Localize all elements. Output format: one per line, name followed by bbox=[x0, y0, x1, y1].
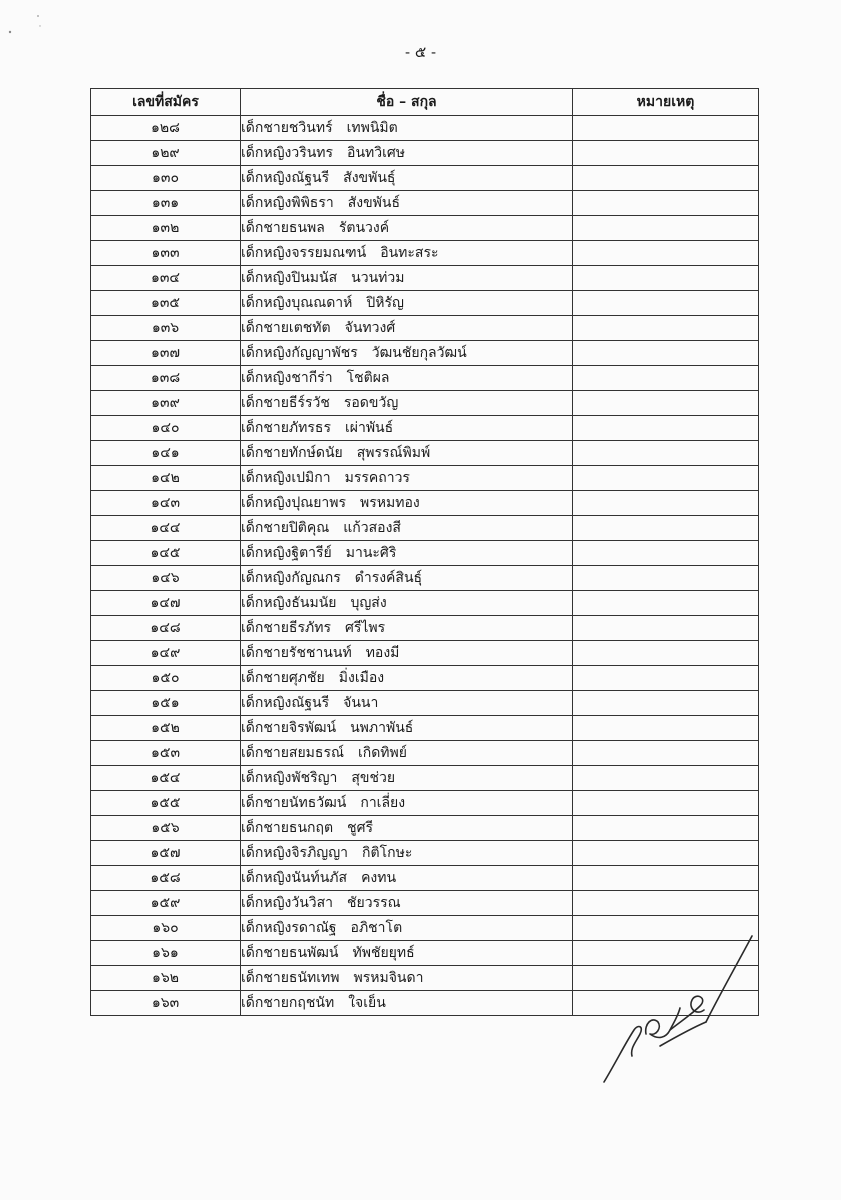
first-name: เด็กหญิงกัญญาพัชร bbox=[241, 345, 358, 361]
full-name-cell bbox=[241, 866, 573, 891]
remarks-cell bbox=[573, 716, 759, 741]
last-name: จันนา bbox=[343, 695, 379, 711]
application-number-cell: ๑๓๒ bbox=[91, 216, 241, 241]
first-name: เด็กชายสยมธรณ์ bbox=[241, 745, 344, 761]
table-row bbox=[91, 816, 759, 841]
first-name: เด็กหญิงณัฐนรี bbox=[241, 170, 330, 186]
full-name-cell bbox=[241, 716, 573, 741]
table-row bbox=[91, 541, 759, 566]
application-number-cell: ๑๓๘ bbox=[91, 366, 241, 391]
last-name: วัฒนชัยกุลวัฒน์ bbox=[371, 345, 467, 361]
first-name: เด็กชายธนกฤต bbox=[241, 820, 334, 836]
application-number-cell: ๑๕๘ bbox=[91, 866, 241, 891]
signature bbox=[600, 930, 760, 1090]
first-name: เด็กหญิงบุณณดาห์ bbox=[241, 295, 353, 311]
last-name: เทพนิมิต bbox=[346, 120, 398, 136]
last-name: รอดขวัญ bbox=[343, 395, 399, 411]
full-name-cell bbox=[241, 641, 573, 666]
last-name: มานะศิริ bbox=[345, 545, 397, 561]
table-row bbox=[91, 516, 759, 541]
application-number-cell: ๑๔๔ bbox=[91, 516, 241, 541]
remarks-cell bbox=[573, 641, 759, 666]
application-number-cell: ๑๓๐ bbox=[91, 166, 241, 191]
first-name: เด็กหญิงปินมนัส bbox=[241, 270, 338, 286]
remarks-cell bbox=[573, 266, 759, 291]
full-name-cell bbox=[241, 166, 573, 191]
table-row bbox=[91, 766, 759, 791]
application-number-cell: ๑๓๙ bbox=[91, 391, 241, 416]
last-name: มิ่งเมือง bbox=[338, 670, 385, 686]
application-number-cell: ๑๔๙ bbox=[91, 641, 241, 666]
remarks-cell bbox=[573, 616, 759, 641]
last-name: ทองมี bbox=[365, 645, 400, 661]
application-number-cell: ๑๕๙ bbox=[91, 891, 241, 916]
full-name-cell bbox=[241, 216, 573, 241]
full-name-cell bbox=[241, 416, 573, 441]
last-name: จันทวงศ์ bbox=[344, 320, 396, 336]
remarks-cell bbox=[573, 841, 759, 866]
table-row bbox=[91, 316, 759, 341]
first-name: เด็กชายจิรพัฒน์ bbox=[241, 720, 337, 736]
last-name: ดำรงค์สินธุ์ bbox=[354, 570, 423, 586]
table-row bbox=[91, 866, 759, 891]
application-number-cell: ๑๕๑ bbox=[91, 691, 241, 716]
last-name: รัตนวงค์ bbox=[338, 220, 390, 236]
last-name: เผ่าพันธ์ bbox=[344, 420, 394, 436]
last-name: อภิชาโต bbox=[350, 920, 403, 936]
remarks-cell bbox=[573, 141, 759, 166]
application-number-cell: ๑๖๑ bbox=[91, 941, 241, 966]
remarks-cell bbox=[573, 591, 759, 616]
full-name-cell bbox=[241, 591, 573, 616]
full-name-cell bbox=[241, 466, 573, 491]
full-name-cell bbox=[241, 116, 573, 141]
first-name: เด็กหญิงจิรภิญญา bbox=[241, 845, 349, 861]
application-number-cell: ๑๕๔ bbox=[91, 766, 241, 791]
full-name-cell bbox=[241, 766, 573, 791]
table-row bbox=[91, 416, 759, 441]
table-row bbox=[91, 641, 759, 666]
application-number-cell: ๑๔๖ bbox=[91, 566, 241, 591]
last-name: กาเลี่ยง bbox=[360, 795, 406, 811]
application-number-cell: ๑๔๓ bbox=[91, 491, 241, 516]
last-name: แก้วสองสี bbox=[343, 520, 401, 536]
full-name-cell bbox=[241, 291, 573, 316]
remarks-cell bbox=[573, 741, 759, 766]
application-number-cell: ๑๓๕ bbox=[91, 291, 241, 316]
first-name: เด็กหญิงปุณยาพร bbox=[241, 495, 347, 511]
first-name: เด็กหญิงรดาณัฐ bbox=[241, 920, 337, 936]
table-row bbox=[91, 241, 759, 266]
remarks-cell bbox=[573, 216, 759, 241]
full-name-cell bbox=[241, 191, 573, 216]
first-name: เด็กชายรัชชานนท์ bbox=[241, 645, 352, 661]
last-name: นวนท่วม bbox=[351, 270, 405, 286]
remarks-cell bbox=[573, 766, 759, 791]
first-name: เด็กหญิงกัญณกร bbox=[241, 570, 341, 586]
first-name: เด็กหญิงเปมิกา bbox=[241, 470, 331, 486]
remarks-cell bbox=[573, 891, 759, 916]
full-name-cell bbox=[241, 791, 573, 816]
full-name-cell bbox=[241, 316, 573, 341]
last-name: ศรีไพร bbox=[344, 620, 386, 636]
application-number-cell: ๑๕๒ bbox=[91, 716, 241, 741]
application-number-cell: ๑๔๒ bbox=[91, 466, 241, 491]
full-name-cell bbox=[241, 916, 573, 941]
header-application-number: เลขที่สมัคร bbox=[91, 89, 241, 116]
full-name-cell bbox=[241, 266, 573, 291]
remarks-cell bbox=[573, 441, 759, 466]
remarks-cell bbox=[573, 391, 759, 416]
last-name: ชูศรี bbox=[347, 820, 374, 836]
full-name-cell bbox=[241, 941, 573, 966]
application-number-cell: ๑๓๓ bbox=[91, 241, 241, 266]
table-row bbox=[91, 491, 759, 516]
application-number-cell: ๑๕๓ bbox=[91, 741, 241, 766]
application-number-cell: ๑๓๑ bbox=[91, 191, 241, 216]
last-name: คงทน bbox=[361, 870, 397, 886]
remarks-cell bbox=[573, 316, 759, 341]
table-row bbox=[91, 841, 759, 866]
last-name: พรหมทอง bbox=[360, 495, 420, 511]
first-name: เด็กหญิงพัชริญา bbox=[241, 770, 338, 786]
applicant-table bbox=[90, 88, 759, 1016]
application-number-cell: ๑๕๐ bbox=[91, 666, 241, 691]
remarks-cell bbox=[573, 566, 759, 591]
full-name-cell bbox=[241, 541, 573, 566]
full-name-cell bbox=[241, 991, 573, 1016]
first-name: เด็กหญิงวรินทร bbox=[241, 145, 334, 161]
application-number-cell: ๑๒๘ bbox=[91, 116, 241, 141]
first-name: เด็กชายธีรภัทร bbox=[241, 620, 331, 636]
application-number-cell: ๑๖๐ bbox=[91, 916, 241, 941]
table-row bbox=[91, 291, 759, 316]
application-number-cell: ๑๔๐ bbox=[91, 416, 241, 441]
table-row bbox=[91, 441, 759, 466]
first-name: เด็กชายธนพัฒน์ bbox=[241, 945, 339, 961]
table-row bbox=[91, 116, 759, 141]
remarks-cell bbox=[573, 866, 759, 891]
table-row bbox=[91, 141, 759, 166]
full-name-cell bbox=[241, 891, 573, 916]
header-remarks: หมายเหตุ bbox=[573, 89, 759, 116]
last-name: อินทวิเศษ bbox=[347, 145, 406, 161]
remarks-cell bbox=[573, 516, 759, 541]
table-row bbox=[91, 191, 759, 216]
last-name: พรหมจินดา bbox=[353, 970, 424, 986]
last-name: กิติโกษะ bbox=[362, 845, 413, 861]
first-name: เด็กหญิงพิพิธรา bbox=[241, 195, 334, 211]
first-name: เด็กชายภัทรธร bbox=[241, 420, 331, 436]
first-name: เด็กหญิงฐิตารีย์ bbox=[241, 545, 332, 561]
last-name: นพภาพันธ์ bbox=[350, 720, 414, 736]
remarks-cell bbox=[573, 366, 759, 391]
remarks-cell bbox=[573, 466, 759, 491]
full-name-cell bbox=[241, 341, 573, 366]
application-number-cell: ๑๕๗ bbox=[91, 841, 241, 866]
full-name-cell bbox=[241, 741, 573, 766]
full-name-cell bbox=[241, 616, 573, 641]
page-number: - ๕ - bbox=[404, 43, 437, 61]
remarks-cell bbox=[573, 291, 759, 316]
table-row bbox=[91, 716, 759, 741]
full-name-cell bbox=[241, 666, 573, 691]
last-name: มรรคถาวร bbox=[344, 470, 410, 486]
first-name: เด็กหญิงนันท์นภัส bbox=[241, 870, 348, 886]
last-name: สุขช่วย bbox=[351, 770, 396, 786]
full-name-cell bbox=[241, 141, 573, 166]
remarks-cell bbox=[573, 191, 759, 216]
full-name-cell bbox=[241, 691, 573, 716]
full-name-cell bbox=[241, 966, 573, 991]
first-name: เด็กชายศุภชัย bbox=[241, 670, 325, 686]
last-name: ปิหิรัญ bbox=[366, 295, 404, 311]
full-name-cell bbox=[241, 391, 573, 416]
application-number-cell: ๑๓๗ bbox=[91, 341, 241, 366]
application-number-cell: ๑๖๓ bbox=[91, 991, 241, 1016]
first-name: เด็กชายธนพล bbox=[241, 220, 325, 236]
remarks-cell bbox=[573, 341, 759, 366]
remarks-cell bbox=[573, 666, 759, 691]
first-name: เด็กชายธนัทเทพ bbox=[241, 970, 340, 986]
first-name: เด็กชายกฤชนัท bbox=[241, 995, 335, 1011]
remarks-cell bbox=[573, 816, 759, 841]
first-name: เด็กชายนัทธวัฒน์ bbox=[241, 795, 347, 811]
table-row bbox=[91, 616, 759, 641]
table-row bbox=[91, 466, 759, 491]
table-row bbox=[91, 591, 759, 616]
table-row bbox=[91, 341, 759, 366]
remarks-cell bbox=[573, 416, 759, 441]
table-body bbox=[91, 116, 759, 1016]
remarks-cell bbox=[573, 541, 759, 566]
first-name: เด็กหญิงวันวิสา bbox=[241, 895, 334, 911]
last-name: ใจเย็น bbox=[348, 995, 386, 1011]
first-name: เด็กหญิงจรรยมณฑน์ bbox=[241, 245, 367, 261]
header-full-name: ชื่อ – สกุล bbox=[241, 89, 573, 116]
table-row bbox=[91, 266, 759, 291]
application-number-cell: ๑๓๔ bbox=[91, 266, 241, 291]
full-name-cell bbox=[241, 491, 573, 516]
first-name: เด็กชายชวินทร์ bbox=[241, 120, 333, 136]
first-name: เด็กหญิงณัฐนรี bbox=[241, 695, 330, 711]
application-number-cell: ๑๖๒ bbox=[91, 966, 241, 991]
last-name: อินทะสระ bbox=[380, 245, 439, 261]
table-row bbox=[91, 891, 759, 916]
last-name: ทัพชัยยุทธ์ bbox=[352, 945, 415, 961]
table-row bbox=[91, 366, 759, 391]
application-number-cell: ๑๕๖ bbox=[91, 816, 241, 841]
full-name-cell bbox=[241, 841, 573, 866]
first-name: เด็กชายทักษ์ดนัย bbox=[241, 445, 343, 461]
first-name: เด็กชายเตชทัต bbox=[241, 320, 331, 336]
application-number-cell: ๑๕๕ bbox=[91, 791, 241, 816]
first-name: เด็กชายธีร์รวัช bbox=[241, 395, 330, 411]
application-number-cell: ๑๒๙ bbox=[91, 141, 241, 166]
first-name: เด็กชายปิติคุณ bbox=[241, 520, 330, 536]
full-name-cell bbox=[241, 516, 573, 541]
full-name-cell bbox=[241, 566, 573, 591]
last-name: บุญส่ง bbox=[350, 595, 387, 611]
table-row bbox=[91, 216, 759, 241]
table-row bbox=[91, 166, 759, 191]
full-name-cell bbox=[241, 816, 573, 841]
remarks-cell bbox=[573, 166, 759, 191]
full-name-cell bbox=[241, 441, 573, 466]
remarks-cell bbox=[573, 791, 759, 816]
remarks-cell bbox=[573, 691, 759, 716]
table-row bbox=[91, 566, 759, 591]
application-number-cell: ๑๔๘ bbox=[91, 616, 241, 641]
table-row bbox=[91, 391, 759, 416]
table-row bbox=[91, 741, 759, 766]
last-name: สังขพันธุ์ bbox=[343, 170, 396, 186]
application-number-cell: ๑๓๖ bbox=[91, 316, 241, 341]
last-name: ชัยวรรณ bbox=[347, 895, 401, 911]
first-name: เด็กหญิงชากีร่า bbox=[241, 370, 333, 386]
application-number-cell: ๑๔๗ bbox=[91, 591, 241, 616]
table-row bbox=[91, 691, 759, 716]
application-number-cell: ๑๔๑ bbox=[91, 441, 241, 466]
table-row bbox=[91, 666, 759, 691]
remarks-cell bbox=[573, 491, 759, 516]
table-header-row bbox=[91, 89, 759, 116]
last-name: สังขพันธ์ bbox=[347, 195, 401, 211]
application-number-cell: ๑๔๕ bbox=[91, 541, 241, 566]
full-name-cell bbox=[241, 241, 573, 266]
table-row bbox=[91, 791, 759, 816]
last-name: โชติผล bbox=[346, 370, 390, 386]
remarks-cell bbox=[573, 116, 759, 141]
full-name-cell bbox=[241, 366, 573, 391]
last-name: สุพรรณ์พิมพ์ bbox=[356, 445, 431, 461]
last-name: เกิดทิพย์ bbox=[357, 745, 407, 761]
first-name: เด็กหญิงธันมนัย bbox=[241, 595, 337, 611]
remarks-cell bbox=[573, 241, 759, 266]
